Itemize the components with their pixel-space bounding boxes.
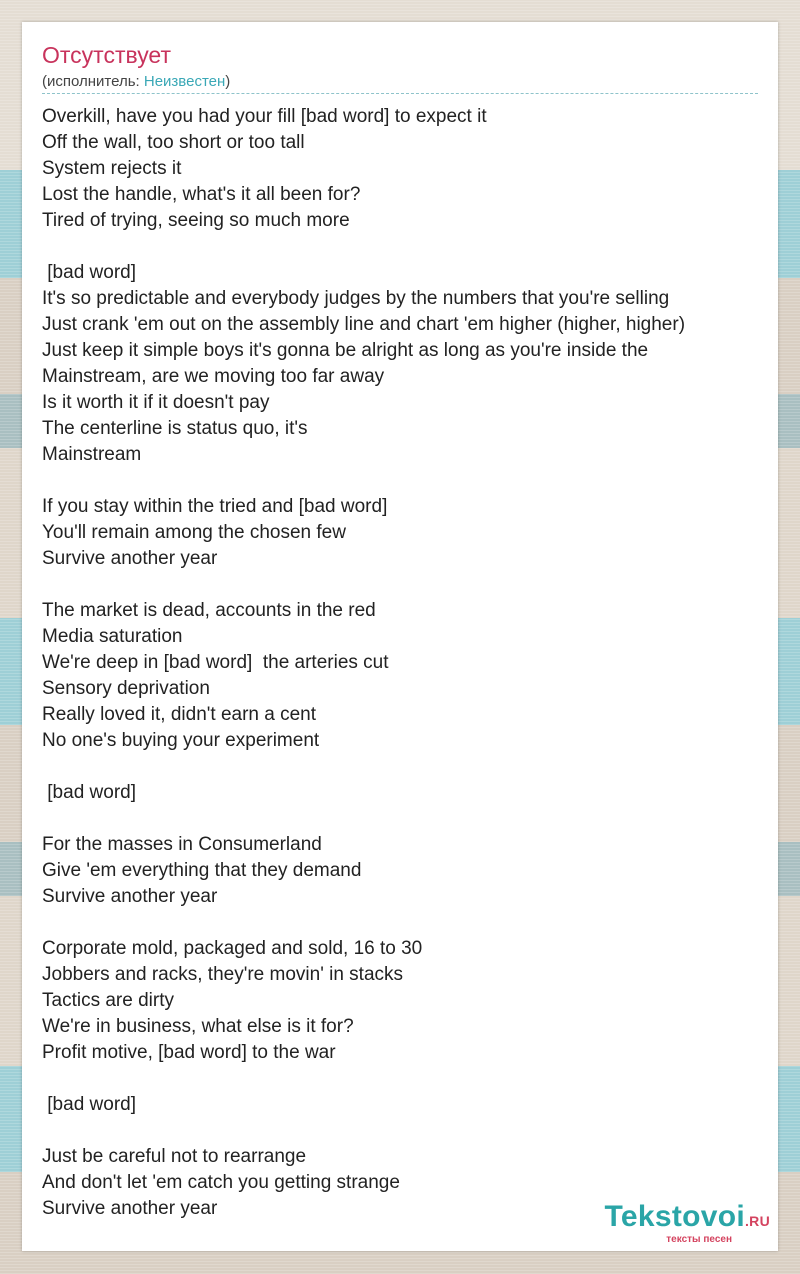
lyric-line: Tactics are dirty [42, 990, 174, 1011]
lyric-line: Media saturation [42, 626, 183, 647]
lyric-line: Off the wall, too short or too tall [42, 132, 305, 153]
lyric-line [42, 806, 758, 832]
lyric-line: Just keep it simple boys it's gonna be alright as long as you're inside the [42, 340, 649, 361]
artist-line [42, 73, 230, 90]
logo-tld: .RU [744, 1213, 770, 1229]
artist-prefix: (исполнитель: [42, 73, 144, 90]
lyric-line: Tired of trying, seeing so much more [42, 210, 350, 231]
lyric-line: Overkill, have you had your fill [bad word] to expect it [42, 106, 487, 127]
lyric-line: Survive another year [42, 1198, 218, 1219]
lyric-line [42, 468, 758, 494]
lyric-line: The centerline is status quo, it's [42, 418, 308, 439]
lyric-line: Mainstream [42, 444, 142, 465]
lyric-line [42, 1118, 758, 1144]
logo-tagline: тексты песен [666, 1234, 732, 1245]
lyric-line: Mainstream, are we moving too far away [42, 366, 385, 387]
lyric-line: Really loved it, didn't earn a cent [42, 704, 317, 725]
lyric-line: Jobbers and racks, they're movin' in stacks [42, 964, 404, 985]
lyric-line [42, 754, 758, 780]
title-divider [42, 93, 758, 94]
lyric-line: We're deep in [bad word] the arteries cut [42, 652, 389, 673]
lyric-line: Just be careful not to rearrange [42, 1146, 307, 1167]
lyric-line: [bad word] [42, 1094, 136, 1115]
lyric-line: Profit motive, [bad word] to the war [42, 1042, 336, 1063]
lyrics-card [22, 22, 778, 1251]
lyric-line: Give 'em everything that they demand [42, 860, 362, 881]
logo-name: Tekstovoi [604, 1200, 745, 1233]
lyric-line: Lost the handle, what's it all been for? [42, 184, 361, 205]
lyric-line: Just crank 'em out on the assembly line and chart 'em higher (higher, higher) [42, 314, 686, 335]
lyrics-text [42, 104, 758, 1222]
lyric-line: Survive another year [42, 886, 218, 907]
lyric-line [42, 572, 758, 598]
lyric-line [42, 1066, 758, 1092]
lyric-line: We're in business, what else is it for? [42, 1016, 354, 1037]
lyric-line: And don't let 'em catch you getting strange [42, 1172, 400, 1193]
lyric-line: Sensory deprivation [42, 678, 210, 699]
lyric-line: For the masses in Consumerland [42, 834, 322, 855]
lyric-line: If you stay within the tried and [bad word] [42, 496, 388, 517]
lyric-line: You'll remain among the chosen few [42, 522, 346, 543]
lyric-line: The market is dead, accounts in the red [42, 600, 376, 621]
lyric-line [42, 234, 758, 260]
lyric-line: [bad word] [42, 262, 136, 283]
lyric-line: Survive another year [42, 548, 218, 569]
lyric-line: No one's buying your experiment [42, 730, 320, 751]
lyric-line: [bad word] [42, 782, 136, 803]
lyric-line: Corporate mold, packaged and sold, 16 to 30 [42, 938, 423, 959]
site-logo[interactable] [604, 1202, 770, 1245]
lyric-line: It's so predictable and everybody judges by the numbers that you're selling [42, 288, 670, 309]
artist-link[interactable]: Неизвестен [143, 73, 226, 90]
artist-suffix: ) [225, 73, 231, 90]
lyric-line: Is it worth it if it doesn't pay [42, 392, 270, 413]
lyric-line: System rejects it [42, 158, 182, 179]
lyric-line [42, 910, 758, 936]
song-title: Отсутствует [42, 42, 171, 68]
